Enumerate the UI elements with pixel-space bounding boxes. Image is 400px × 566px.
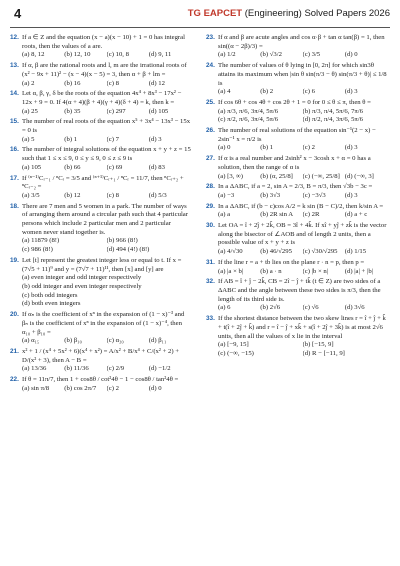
left-column <box>10 34 191 395</box>
answer-option: (a) 4 <box>218 88 231 96</box>
answer-option: (d) 3 <box>344 88 358 96</box>
answer-option: (a) even integer and odd integer respectively <box>22 274 142 282</box>
answer-options <box>218 88 387 97</box>
answer-option: (c) 69 <box>106 163 123 171</box>
question-text: If the shortest distance between the two skew lines r = î + ĵ + k̂ + t(î + 2ĵ + k̂) and r = î − ĵ + xk̂ + s(î + 2ĵ + 3k̂) is at most 2√6 units, then all the values of x lie in the interval <box>218 315 386 340</box>
answer-option: (d) R − [−11, 9] <box>302 349 345 357</box>
question-text: There are 7 men and 5 women in a park. The number of ways of arranging them around a circular path such that 4 particular persons which include 2 particular men and 2 particular women never stand together is. <box>22 202 189 236</box>
answer-option: (a) sin π/8 <box>22 384 50 392</box>
answer-option: (a) [3, ∞) <box>218 172 244 180</box>
question <box>206 34 387 60</box>
answer-option: (b) 2 <box>260 88 274 96</box>
question-text: If α and β are acute angles and cos α·β + tan α tan(β) = 1, then sin((α − 2β)/3) = <box>218 34 385 50</box>
answer-option: (d) π/2, π/4, 3π/6, 5π/6 <box>302 116 364 124</box>
answer-option: (a) 3/5 <box>22 191 40 199</box>
answer-option: (a) |a × b| <box>218 267 244 275</box>
answer-option: (d) 494 (4!) (8!) <box>106 246 150 254</box>
page-header <box>10 6 390 26</box>
answer-option: (c) |b × n| <box>302 267 329 275</box>
question-number: 25. <box>206 98 215 106</box>
answer-option: (b) 66 <box>64 163 81 171</box>
answer-option: (b) a · n <box>260 267 282 275</box>
answer-options <box>218 248 387 257</box>
question-text: Let [t] represent the greatest integer less or equal to t. If x = (7√5 + 11)⁹ and y = (7√7 + 11)¹¹, then [x] and [y] are <box>22 256 182 273</box>
answer-option: (d) 105 <box>148 107 169 115</box>
answer-option: (c) (−∞, −15) <box>218 349 254 357</box>
question-number: 28. <box>206 183 215 191</box>
answer-option: (d) a + c <box>344 211 368 219</box>
question <box>206 62 387 97</box>
answer-option: (a) 4/√30 <box>218 248 243 256</box>
question <box>10 348 191 374</box>
answer-option: (a) 0 <box>218 144 231 152</box>
question <box>206 278 387 313</box>
answer-option: (b) β₁₀ <box>64 337 82 345</box>
answer-option: (a) 13/36 <box>22 365 47 373</box>
answer-option: (a) α₁₅ <box>22 337 40 345</box>
answer-option: (c) 10, 8 <box>106 51 129 59</box>
answer-option: (c) 297 <box>106 107 126 115</box>
answer-option: (d) 3 <box>148 135 162 143</box>
answer-option: (b) odd integer and even integer respectively <box>22 282 142 290</box>
answer-option: (a) 11879 (8!) <box>22 237 60 245</box>
answer-options <box>218 211 387 220</box>
question-text: x² + 1 / (x⁴ + 5x² + 6)(x⁴ + x²) = A/x² + B/x⁴ + C/(x² + 2) + D/(x² + 3), then A − B = <box>22 347 180 364</box>
question-number: 22. <box>10 376 19 384</box>
question-text: If ⁽ⁿ⁻¹⁾Cᵣ₋₁ / ⁿCᵣ = 3/5 and ⁽ⁿ⁺¹⁾Cᵣ₊₁ / ⁿCᵣ = 11/7, then ⁿCᵣ₊₂ + ⁿCᵣ₋₂ = <box>22 174 184 191</box>
question <box>10 146 191 172</box>
question <box>206 315 387 359</box>
answer-option: (b) [−15, 9] <box>302 341 334 349</box>
answer-option: (d) |a| + |b| <box>344 267 374 275</box>
answer-option: (c) 3/5 <box>302 51 321 59</box>
answer-option: (c) 2R <box>302 211 320 219</box>
answer-option: (c) 2 <box>302 144 315 152</box>
question <box>206 155 387 181</box>
question-number: 29. <box>206 202 215 210</box>
answer-option: (b) 12, 10 <box>64 51 91 59</box>
answer-option: (c) (−∞, 25/8] <box>302 172 340 180</box>
question-number: 24. <box>206 62 215 70</box>
question-number: 27. <box>206 155 215 163</box>
question <box>10 376 191 393</box>
book-title: (Engineering) Solved Papers 2026 <box>244 8 390 19</box>
answer-options <box>218 51 387 60</box>
answer-option: (c) α₂₀ <box>106 337 124 345</box>
answer-option: (c) −3√3 <box>302 191 326 199</box>
answer-options <box>218 268 387 277</box>
answer-option: (b) 16 <box>64 79 81 87</box>
answer-options <box>218 173 387 182</box>
question-text: If α, β are the rational roots and l, m are the irrational roots of (x² − 9x + 11)² − (x − 4)(x − 5) = 3, then α + β + lm = <box>22 62 187 78</box>
answer-option: (d) 9, 11 <box>148 51 172 59</box>
question <box>206 203 387 220</box>
answer-option: (c) √6 <box>302 304 319 312</box>
answer-option: (a) 105 <box>22 163 42 171</box>
question-number: 31. <box>206 258 215 266</box>
answer-option: (c) 986 (8!) <box>22 246 53 254</box>
question <box>206 99 387 125</box>
answer-option: (d) 12 <box>148 79 165 87</box>
answer-option: (b) 11/36 <box>64 365 89 373</box>
answer-option: (b) (α, 25/8] <box>260 172 293 180</box>
page-number: 4 <box>14 6 22 21</box>
question <box>206 183 387 200</box>
question-number: 30. <box>206 222 215 230</box>
answer-option: (a) 5 <box>22 135 35 143</box>
answer-options <box>22 385 191 394</box>
answer-option: (c) 2/9 <box>106 365 125 373</box>
question-number: 17. <box>10 174 19 182</box>
answer-option: (a) a <box>218 211 231 219</box>
answer-options <box>22 80 191 89</box>
question <box>10 118 191 144</box>
answer-option: (b) π/3, π/4, 5π/6, 7π/6 <box>302 107 364 115</box>
answer-option: (d) 0 <box>344 51 358 59</box>
question-text: The number of real roots of the equation x⁵ + 3x⁴ − 13x³ − 15x = 0 is <box>22 118 191 135</box>
answer-option: (d) 3 <box>344 191 358 199</box>
header-rule <box>10 27 390 28</box>
answer-options <box>218 108 387 125</box>
question <box>206 127 387 153</box>
answer-option: (d) 1/15 <box>344 248 367 256</box>
answer-option: (c) √30/√295 <box>302 248 338 256</box>
answer-option: (a) 1/2 <box>218 51 236 59</box>
answer-options <box>22 136 191 145</box>
answer-option: (c) 8 <box>106 191 119 199</box>
question-text: In a ΔABC, if a = 2, sin A = 2/3, B = π/3, then √3b − 3c = <box>218 183 373 191</box>
question <box>10 34 191 60</box>
answer-option: (c) π/2, π/6, 3π/4, 5π/6 <box>218 116 279 124</box>
answer-option: (a) π/3, π/6, 3π/4, 5π/6 <box>218 107 279 115</box>
answer-options <box>22 274 191 309</box>
answer-options <box>22 192 191 201</box>
answer-option: (a) −3 <box>218 191 235 199</box>
answer-option: (b) 1 <box>260 144 274 152</box>
answer-options <box>218 304 387 313</box>
answer-options <box>22 164 191 173</box>
question-text: If αₙ is the coefficient of xⁿ in the expansion of (1 − x)⁻³ and βₙ is the coefficient of xⁿ in the expansion of (1 − x)⁻⁴, then α₁₀ + β₁₀ = <box>22 311 185 336</box>
answer-option: (a) 8, 12 <box>22 51 45 59</box>
answer-option: (d) β₁₁ <box>148 337 167 345</box>
answer-options <box>218 144 387 153</box>
question-text: The number of integral solutions of the equation x + y + z = 15 such that 1 ≤ x ≤ 9, 0 ≤ y ≤ 9, 0 ≤ z ≤ 9 is <box>22 146 191 163</box>
answer-option: (a) 2 <box>22 79 35 87</box>
question-number: 14. <box>10 90 19 98</box>
answer-option: (c) 8 <box>106 79 119 87</box>
question <box>10 203 191 255</box>
answer-options <box>218 192 387 201</box>
answer-option: (d) 83 <box>148 163 165 171</box>
question-number: 23. <box>206 34 215 41</box>
question-text: If θ = 11π/7, then 1 + cos8θ / cot²4θ − 1 − cos8θ / tan²4θ = <box>22 376 179 384</box>
question <box>10 90 191 116</box>
question-text: Let α, β, γ, δ be the roots of the equation 4x⁴ + 8x³ − 17x² − 12x + 9 = 0. If 4(α + 4)(β + 4)(γ + 4)(δ + 4) = k, then k = <box>22 90 182 106</box>
question-text: If the line r = a + tb lies on the plane r · n = p, then p = <box>218 258 365 266</box>
answer-options <box>22 108 191 117</box>
question-number: 18. <box>10 202 19 210</box>
question-number: 32. <box>206 278 215 286</box>
exam-name: TG EAPCET <box>187 8 243 19</box>
answer-option: (d) both even integers <box>22 300 81 308</box>
answer-option: (a) 6 <box>218 304 231 312</box>
question-number: 33. <box>206 315 215 323</box>
question-number: 15. <box>10 118 19 126</box>
question-text: If α is a real number and 2sinh² x − 3cosh x + α = 0 has a solution, then the range of α is <box>218 155 371 171</box>
answer-option: (b) √3/2 <box>260 51 282 59</box>
question <box>10 175 191 201</box>
running-title <box>188 8 390 19</box>
question-number: 12. <box>10 34 19 41</box>
question-number: 19. <box>10 256 19 264</box>
question-text: If a ∈ Z and the equation (x − a)(x − 10) + 1 = 0 has integral roots, then the values of a are. <box>22 34 185 50</box>
answer-option: (d) −1/2 <box>148 365 171 373</box>
question-text: If cos 6θ + cos 4θ + cos 2θ + 1 = 0 for 0 ≤ θ ≤ π, then θ = <box>218 98 371 106</box>
question-text: Let OA = î + 2ĵ + 2k̂, OB = 3î + 4k̂. If xî + yĵ + zk̂ is the vector along the bisector of ∠AOB and of length 2 units, then a possible value of x + y + z is <box>218 222 387 247</box>
question <box>206 259 387 276</box>
question-number: 16. <box>10 146 19 154</box>
question <box>206 222 387 257</box>
answer-option: (b) 2R sin A <box>260 211 294 219</box>
answer-option: (a) 25 <box>22 107 38 115</box>
answer-option: (b) 3√3 <box>260 191 281 199</box>
answer-option: (b) 46/√295 <box>260 248 292 256</box>
answer-option: (d) (−∞, 3] <box>344 172 374 180</box>
answer-option: (d) 3 <box>344 144 358 152</box>
answer-option: (c) 6 <box>302 88 315 96</box>
answer-option: (c) 7 <box>106 135 119 143</box>
question-text: In a ΔABC, if (b − c)cos A/2 = k sin (B − C)/2, then k/sin A = <box>218 202 384 210</box>
answer-options <box>22 51 191 60</box>
answer-option: (b) 1 <box>64 135 78 143</box>
right-column <box>206 34 387 361</box>
question <box>10 62 191 88</box>
question-text: The number of real solutions of the equation sin⁻¹(2 − x) − 2sin⁻¹ x = π/2 is <box>218 127 376 143</box>
question-text: If AB = î + ĵ − 2k̂, CB = 2î − ĵ + tk̂ (t ∈ Z) are two sides of a ΔABC and the angle between these two sides is π/3, then the length of its third side is. <box>218 278 381 303</box>
question-number: 13. <box>10 62 19 70</box>
answer-option: (d) 5/3 <box>148 191 167 199</box>
answer-option: (a) [−9, 15] <box>218 341 249 349</box>
answer-option: (b) 35 <box>64 107 81 115</box>
answer-option: (b) cos 2π/7 <box>64 384 97 392</box>
answer-option: (b) 2√6 <box>260 304 281 312</box>
answer-options <box>22 237 191 254</box>
answer-options <box>22 337 191 346</box>
answer-option: (d) 3√6 <box>344 304 365 312</box>
answer-options <box>22 365 191 374</box>
answer-option: (c) 2 <box>106 384 119 392</box>
question-number: 20. <box>10 311 19 319</box>
answer-options <box>218 341 387 358</box>
question-number: 26. <box>206 127 215 135</box>
question-number: 21. <box>10 347 19 355</box>
answer-option: (b) 12 <box>64 191 81 199</box>
question <box>10 257 191 309</box>
answer-option: (c) both odd integers <box>22 291 78 299</box>
answer-option: (d) 0 <box>148 384 162 392</box>
question <box>10 311 191 346</box>
answer-option: (b) 966 (8!) <box>106 237 138 245</box>
question-text: The number of values of θ lying in [0, 2π] for which sin3θ attains its maximum when |sin θ sin(π/3 − θ) sin(π/3 + θ)| ≤ 1/8 is <box>218 62 387 87</box>
